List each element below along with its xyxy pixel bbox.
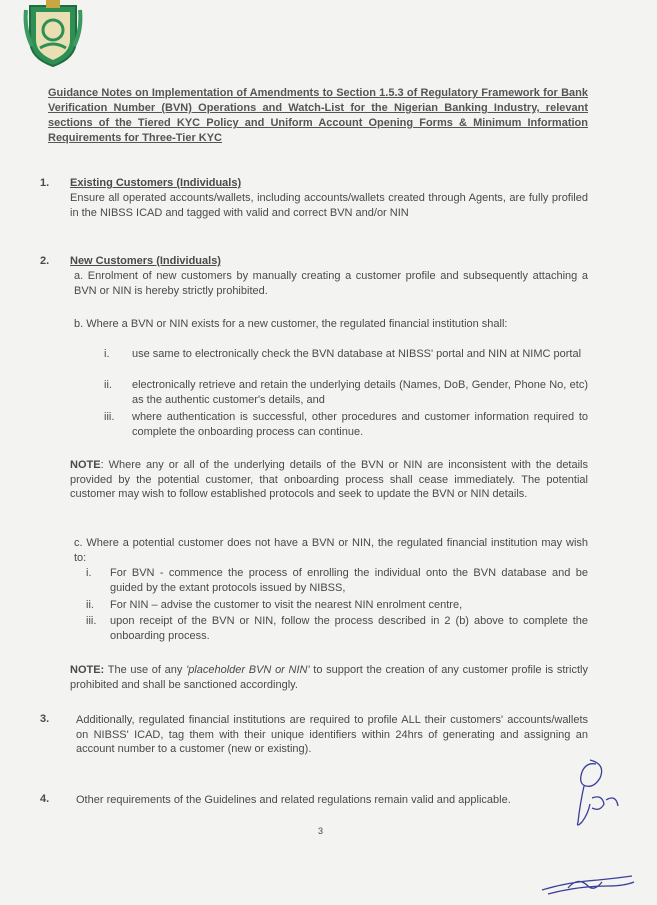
list-item-text: For BVN - commence the process of enrolling the individual onto the BVN database and be guided by the extant protocols issued by NIBSS,: [110, 567, 588, 594]
note-2-post: to support the creation of any customer profile is strictly prohibited and shall be sanctioned accordingly.: [70, 664, 589, 691]
list-item-text: electronically retrieve and retain the underlying details (Names, DoB, Gender, Phone No, etc) as the authentic customer's details, and: [132, 379, 588, 406]
note-2-italic: 'placeholder BVN or NIN': [186, 664, 310, 676]
list-item-marker: iii.: [86, 615, 97, 627]
section-2-number: 2.: [40, 255, 50, 267]
handwritten-initials: [560, 758, 620, 830]
document-title: Guidance Notes on Implementation of Amendments to Section 1.5.3 of Regulatory Framework for Bank Verification Number (BVN) Operations and Watch-List for the Nigerian Banking Industry, relevant sections of the Tiered KYC Policy and Uniform Account Opening Forms & Minimum Information Requirements for Three-Tier KYC: [48, 87, 588, 144]
section-1-number: 1.: [40, 177, 50, 189]
page-number: 3: [318, 826, 324, 836]
section-2c-intro: c. Where a potential customer does not have a BVN or NIN, the regulated financial institution may wish to:: [74, 537, 588, 564]
list-item-text: For NIN – advise the customer to visit the nearest NIN enrolment centre,: [110, 599, 463, 611]
section-2-heading: New Customers (Individuals): [70, 255, 221, 267]
note-2-pre: The use of any: [104, 664, 187, 676]
list-item-marker: i.: [104, 348, 110, 360]
section-2b-intro: b. Where a BVN or NIN exists for a new customer, the regulated financial institution shall:: [74, 318, 508, 330]
section-3-body: Additionally, regulated financial institutions are required to profile ALL their customers' accounts/wallets on NIBSS' ICAD, tag them with their unique identifiers within 24hrs of generating and assigning an account number to a customer (new or existing).: [76, 714, 588, 755]
note-2-label: NOTE:: [70, 664, 105, 676]
list-item-text: use same to electronically check the BVN database at NIBSS' portal and NIN at NIMC portal: [132, 348, 582, 360]
list-item-marker: i.: [86, 567, 92, 579]
note-2: [70, 663, 588, 692]
list-item-marker: ii.: [86, 599, 94, 611]
note-1: [70, 458, 588, 502]
section-1-heading: Existing Customers (Individuals): [70, 177, 242, 189]
section-2a-text: a. Enrolment of new customers by manually creating a customer profile and subsequently attaching a BVN or NIN is hereby strictly prohibited.: [74, 270, 588, 297]
list-item-text: upon receipt of the BVN or NIN, follow the process described in 2 (b) above to complete the onboarding process.: [110, 615, 588, 642]
note-1-text: : Where any or all of the underlying details of the BVN or NIN are inconsistent with the details provided by the potential customer, that onboarding process shall cease immediately. The potential customer may wish to follow established protocols and seek to update the BVN or NIN details.: [70, 459, 588, 500]
list-item-text: where authentication is successful, other procedures and customer information required to complete the onboarding process can continue.: [132, 411, 588, 438]
section-4-number: 4.: [40, 793, 50, 805]
section-1-body: Ensure all operated accounts/wallets, including accounts/wallets created through Agents, are fully profiled in the NIBSS ICAD and tagged with valid and correct BVN and/or NIN: [70, 192, 588, 219]
list-item-marker: ii.: [104, 379, 112, 391]
section-4-body: Other requirements of the Guidelines and related regulations remain valid and applicable.: [76, 794, 511, 806]
cbn-seal-icon: [22, 0, 84, 70]
section-3-number: 3.: [40, 713, 50, 725]
handwritten-signature: [538, 868, 638, 900]
note-1-label: NOTE: [70, 459, 101, 471]
list-item-marker: iii.: [104, 411, 115, 423]
